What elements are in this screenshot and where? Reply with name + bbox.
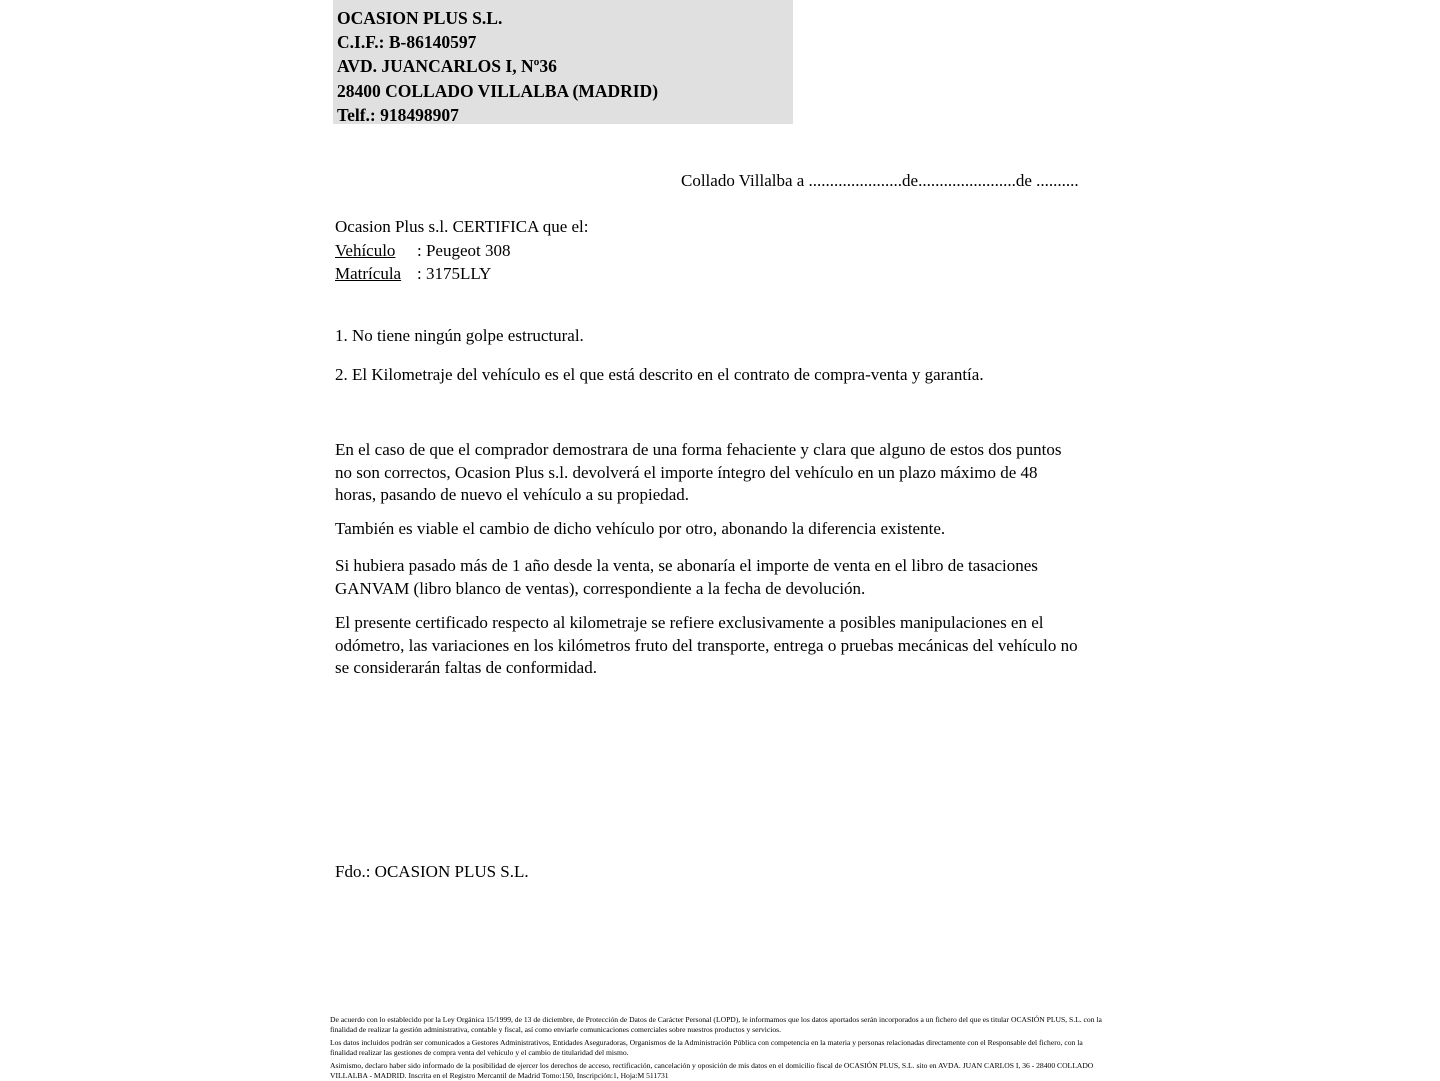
company-address-block xyxy=(333,0,793,124)
vehicle-value: : Peugeot 308 xyxy=(417,240,511,260)
point-item-2: 2. El Kilometraje del vehículo es el que está descrito en el contrato de compra-venta y garantía. xyxy=(335,365,984,384)
paragraph-ganvam: Si hubiera pasado más de 1 año desde la venta, se abonaría el importe de venta en el libro de tasaciones GANVAM (libro blanco de ventas), correspondiente a la fecha de devolución. xyxy=(335,556,1038,598)
vehicle-label: Vehículo xyxy=(335,240,396,260)
vehicle-row xyxy=(335,239,589,263)
certify-intro: Ocasion Plus s.l. CERTIFICA que el: xyxy=(335,217,589,236)
company-city: 28400 COLLADO VILLALBA (MADRID) xyxy=(337,80,659,101)
point-item-1: 1. No tiene ningún golpe estructural. xyxy=(335,326,584,345)
plate-row xyxy=(335,262,589,286)
place-and-date-line: Collado Villalba a ......................de.......................de .......... xyxy=(681,171,1079,190)
legal-paragraph-2: Los datos incluidos podrán ser comunicados a Gestores Administrativos, Entidades Aseguradoras, Organismos de la Administración Pública con competencia en la materia y personas relacionadas directamente con el Responsable del fichero, con la finalidad realizar las gestiones de compra venta del vehículo y el cambio de titularidad del mismo. xyxy=(330,1038,1083,1057)
paragraph-exchange: También es viable el cambio de dicho vehículo por otro, abonando la diferencia existente. xyxy=(335,519,946,538)
company-phone: Telf.: 918498907 xyxy=(337,104,459,125)
legal-footer xyxy=(330,1015,1110,1081)
signature-line: Fdo.: OCASION PLUS S.L. xyxy=(335,862,529,881)
paragraph-odometer: El presente certificado respecto al kilometraje se refiere exclusivamente a posibles manipulaciones en el odómetro, las variaciones en los kilómetros fruto del transporte, entrega o pruebas mecánicas del vehículo no se considerarán faltas de conformidad. xyxy=(335,613,1078,677)
company-cif: C.I.F.: B-86140597 xyxy=(337,32,477,53)
legal-paragraph-3: Asimismo, declaro haber sido informado de la posibilidad de ejercer los derechos de acceso, rectificación, cancelación y oposición de mis datos en el domicilio fiscal de OCASIÓN PLUS, S.L. sito en AVDA. JUAN CARLOS I, 36 - 28400 COLLADO VILLALBA - MADRID. Inscrita en el Registro Mercantil de Madrid Tomo:150, Inscripción:1, Hoja:M 511731 xyxy=(330,1061,1094,1080)
plate-label: Matrícula xyxy=(335,264,402,283)
paragraph-refund: En el caso de que el comprador demostrara de una forma fehaciente y clara que alguno de estos dos puntos no son correctos, Ocasion Plus s.l. devolverá el importe íntegro del vehículo en un plazo máximo de 48 horas, pasando de nuevo el vehículo a su propiedad. xyxy=(335,440,1062,504)
legal-paragraph-1: De acuerdo con lo establecido por la Ley Orgánica 15/1999, de 13 de diciembre, de Protección de Datos de Carácter Personal (LOPD), le informamos que los datos aportados serán incorporados a un fichero del que es titular OCASIÓN PLUS, S.L. con la finalidad de realizar la gestión administrativa, contable y fiscal, así como enviarle comunicaciones comerciales sobre nuestros productos y servicios. xyxy=(330,1015,1102,1034)
certification-block xyxy=(335,215,589,286)
company-name: OCASION PLUS S.L. xyxy=(337,8,503,28)
plate-value: : 3175LLY xyxy=(417,264,492,283)
company-street: AVD. JUANCARLOS I, Nº36 xyxy=(337,56,557,77)
